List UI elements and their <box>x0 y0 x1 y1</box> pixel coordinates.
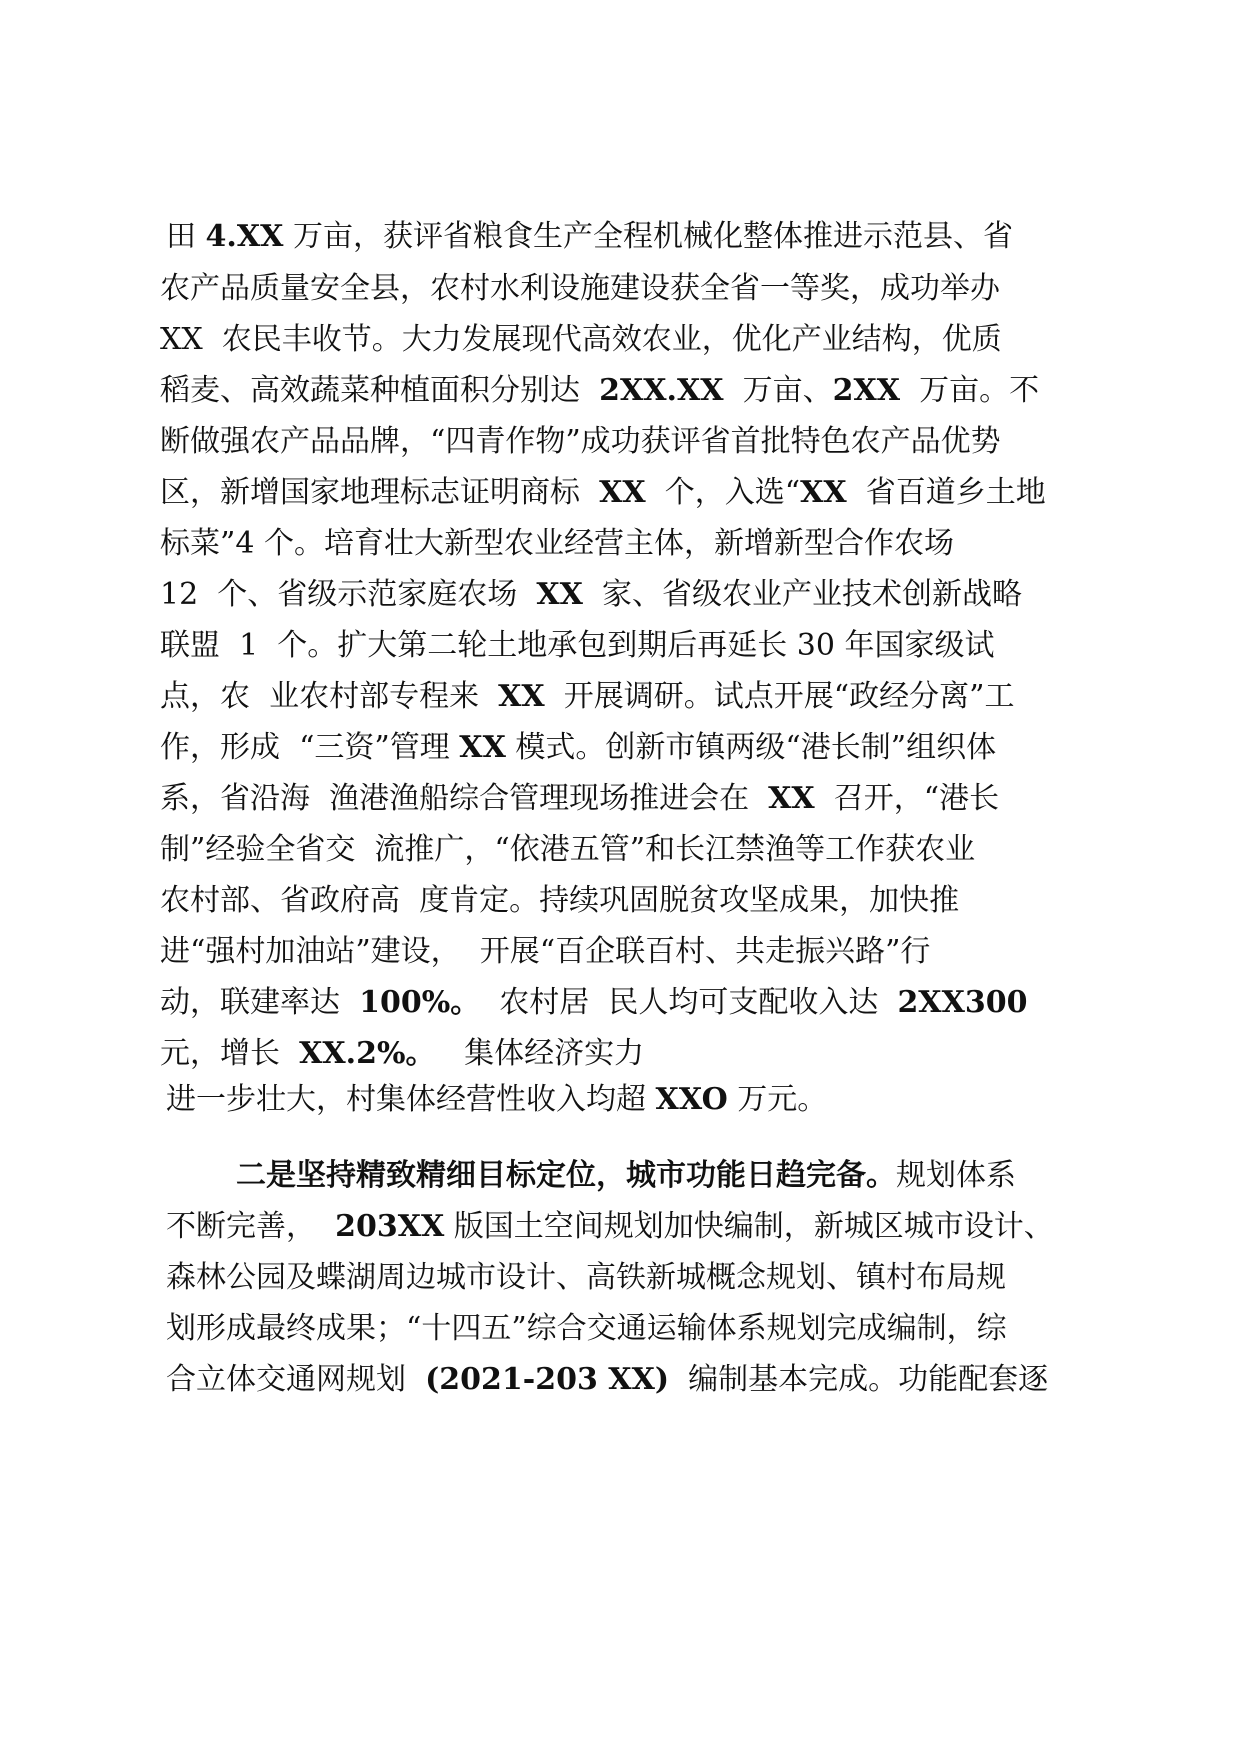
text-line <box>160 317 1002 363</box>
text-run: 个，入选“ <box>645 475 801 510</box>
text-run: 区，新增国家地理标志证明商标 <box>160 475 600 510</box>
bold-text-run: XX <box>768 781 815 816</box>
bold-text-run: 4.XX <box>205 219 284 254</box>
text-line <box>160 674 1014 720</box>
text-run: 元，增长 <box>160 1036 300 1071</box>
text-run: 召开，“港长 <box>814 781 1000 816</box>
text-line <box>160 266 1000 312</box>
text-run: 编制基本完成。功能配套逐 <box>669 1362 1049 1397</box>
text-line <box>160 470 1046 516</box>
text-line <box>160 725 996 771</box>
text-line <box>166 214 1013 260</box>
bold-text-run: 二是坚持精致精细目标定位，城市功能日趋完备。 <box>236 1158 896 1193</box>
text-run: 合立体交通网规划 <box>166 1362 426 1397</box>
text-line <box>160 419 1001 465</box>
text-run: 模式。创新市镇两级“港长制”组织体 <box>505 730 997 765</box>
bold-text-run: XX <box>498 679 545 714</box>
text-line <box>160 878 959 924</box>
text-line <box>160 572 1022 618</box>
bold-text-run: 2XX300 <box>897 985 1028 1020</box>
text-run: 万亩、 <box>723 373 833 408</box>
text-line <box>166 1204 1054 1250</box>
text-run: 省百道乡土地 <box>846 475 1046 510</box>
text-line <box>160 521 954 567</box>
text-run: 万元。 <box>727 1082 828 1117</box>
text-run: 万亩，获评省粮食生产全程机械化整体推进示范县、省 <box>283 219 1013 254</box>
bold-text-run: 2XX.XX <box>599 373 724 408</box>
text-line <box>160 368 1039 414</box>
text-run: 点，农 业农村部专程来 <box>160 679 499 714</box>
text-run: 作，形成 “三资”管理 <box>160 730 460 765</box>
bold-text-run: XX.2%。 <box>299 1036 436 1071</box>
text-line <box>166 1357 1048 1403</box>
text-line <box>160 623 994 669</box>
bold-text-run: XX <box>599 475 646 510</box>
text-run: 版国土空间规划加快编制，新城区城市设计、 <box>444 1209 1054 1244</box>
text-line <box>166 1255 1006 1301</box>
text-run: 12 个、省级示范家庭农场 <box>160 577 537 612</box>
bold-text-run: XX <box>459 730 506 765</box>
text-run: 制”经验全省交 流推广，“依港五管”和长江禁渔等工作获农业 <box>160 832 976 867</box>
text-run: 不断完善， <box>166 1209 336 1244</box>
text-line <box>160 980 1028 1026</box>
text-run: 标菜”4 个。培育壮大新型农业经营主体，新增新型合作农场 <box>160 526 954 561</box>
text-run: 进“强村加油站”建设， 开展“百企联百村、共走振兴路”行 <box>160 934 931 969</box>
bold-text-run: XX <box>800 475 847 510</box>
bold-text-run: 100%。 <box>359 985 481 1020</box>
bold-text-run: XXO <box>655 1082 728 1117</box>
text-run: 稻麦、高效蔬菜种植面积分别达 <box>160 373 600 408</box>
text-line <box>160 776 999 822</box>
text-line <box>160 1031 644 1077</box>
text-run: 农村居 民人均可支配收入达 <box>480 985 898 1020</box>
text-run: 动，联建率达 <box>160 985 360 1020</box>
text-run: 农产品质量安全县，农村水利设施建设获全省一等奖，成功举办 <box>160 271 1000 306</box>
text-run: 系，省沿海 渔港渔船综合管理现场推进会在 <box>160 781 769 816</box>
text-line <box>160 827 975 873</box>
text-run: 断做强农产品品牌，“四青作物”成功获评省首批特色农产品优势 <box>160 424 1001 459</box>
bold-text-run: (2021-203 XX) <box>425 1362 670 1397</box>
text-run: 农村部、省政府高 度肯定。持续巩固脱贫攻坚成果，加快推 <box>160 883 960 918</box>
bold-text-run: 203XX <box>335 1209 445 1244</box>
text-run: 集体经济实力 <box>435 1036 645 1071</box>
section-heading-line <box>236 1153 1016 1199</box>
bold-text-run: XX <box>536 577 583 612</box>
text-run: 联盟 1 个。扩大第二轮土地承包到期后再延长 30 年国家级试 <box>160 628 995 663</box>
text-run: 家、省级农业产业技术创新战略 <box>582 577 1022 612</box>
text-run: XX 农民丰收节。大力发展现代高效农业，优化产业结构，优质 <box>160 322 1002 357</box>
text-run: 划形成最终成果；“十四五”综合交通运输体系规划完成编制，综 <box>166 1311 1007 1346</box>
text-run: 规划体系 <box>896 1158 1016 1193</box>
text-line <box>166 1306 1007 1352</box>
text-run: 森林公园及蝶湖周边城市设计、高铁新城概念规划、镇村布局规 <box>166 1260 1006 1295</box>
text-run: 田 <box>166 219 206 254</box>
text-line <box>166 1077 827 1123</box>
text-run: 进一步壮大，村集体经营性收入均超 <box>166 1082 656 1117</box>
text-run: 万亩。不 <box>900 373 1040 408</box>
text-run: 开展调研。试点开展“政经分离”工 <box>544 679 1015 714</box>
text-line <box>160 929 930 975</box>
bold-text-run: 2XX <box>832 373 901 408</box>
